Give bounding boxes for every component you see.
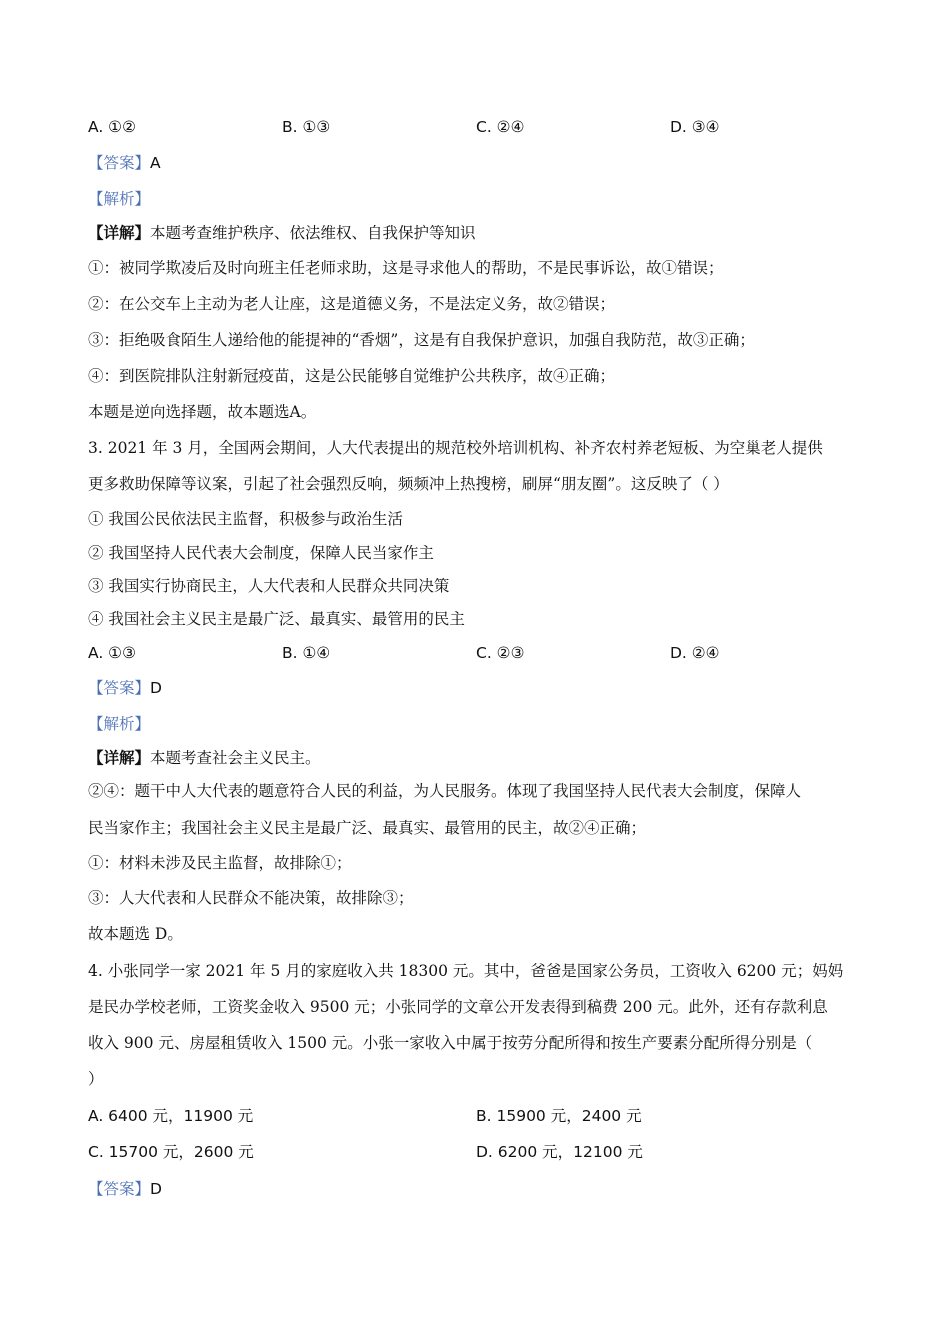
q3-statement: ③ 我国实行协商民主，人大代表和人民群众共同决策 bbox=[88, 577, 450, 595]
analysis-label: 【解析】 bbox=[88, 715, 151, 733]
q3-analysis bbox=[88, 713, 150, 735]
q3-analysis-line: ③：人大代表和人民群众不能决策，故排除③； bbox=[88, 889, 414, 907]
q2-analysis-line: ④：到医院排队注射新冠疫苗，这是公民能够自觉维护公共秩序，故④正确； bbox=[88, 367, 616, 385]
q2-option-c: C. ②④ bbox=[476, 118, 525, 136]
q3-option-b: B. ①④ bbox=[282, 644, 331, 662]
q4-option-c: C. 15700 元，2600 元 bbox=[88, 1143, 254, 1161]
q4-stem-line: ） bbox=[88, 1070, 104, 1088]
q3-option-a: A. ①③ bbox=[88, 644, 136, 662]
q4-stem-line: 4. 小张同学一家 2021 年 5 月的家庭收入共 18300 元。其中，爸爸是国家公务员，工资收入 6200 元；妈妈 bbox=[88, 962, 844, 980]
analysis-label: 【解析】 bbox=[88, 190, 151, 208]
q3-statement: ④ 我国社会主义民主是最广泛、最真实、最管用的民主 bbox=[88, 610, 465, 628]
q2-detail bbox=[88, 222, 476, 244]
q3-statement: ② 我国坚持人民代表大会制度，保障人民当家作主 bbox=[88, 544, 434, 562]
answer-value: D bbox=[150, 679, 162, 697]
q3-analysis-line: ②④：题干中人大代表的题意符合人民的利益，为人民服务。体现了我国坚持人民代表大会制度，保障人 bbox=[88, 782, 802, 800]
q3-analysis-line: ①：材料未涉及民主监督，故排除①； bbox=[88, 854, 352, 872]
q4-stem-line: 收入 900 元、房屋租赁收入 1500 元。小张一家收入中属于按劳分配所得和按生产要素分配所得分别是（ bbox=[88, 1034, 813, 1052]
q3-statement: ① 我国公民依法民主监督，积极参与政治生活 bbox=[88, 510, 403, 528]
answer-label: 【答案】 bbox=[88, 154, 151, 172]
q3-answer bbox=[88, 677, 162, 699]
q2-answer bbox=[88, 152, 161, 174]
q4-answer bbox=[88, 1178, 162, 1200]
q2-analysis-line: ①：被同学欺凌后及时向班主任老师求助，这是寻求他人的帮助，不是民事诉讼，故①错误； bbox=[88, 259, 724, 277]
answer-label: 【答案】 bbox=[88, 1180, 151, 1198]
answer-value: D bbox=[150, 1180, 162, 1198]
q2-option-a: A. ①② bbox=[88, 118, 136, 136]
q2-conclusion: 本题是逆向选择题，故本题选A。 bbox=[88, 403, 317, 421]
q3-stem-line: 3. 2021 年 3 月，全国两会期间，人大代表提出的规范校外培训机构、补齐农村养老短板、为空巢老人提供 bbox=[88, 439, 823, 457]
q3-conclusion: 故本题选 D。 bbox=[88, 925, 183, 943]
q2-analysis bbox=[88, 188, 150, 210]
q4-option-b: B. 15900 元，2400 元 bbox=[476, 1107, 642, 1125]
q3-option-c: C. ②③ bbox=[476, 644, 525, 662]
q4-option-d: D. 6200 元，12100 元 bbox=[476, 1143, 643, 1161]
detail-label: 【详解】 bbox=[88, 223, 151, 242]
q2-option-d: D. ③④ bbox=[670, 118, 720, 136]
q3-option-d: D. ②④ bbox=[670, 644, 720, 662]
answer-value: A bbox=[150, 154, 161, 172]
q3-stem-line: 更多救助保障等议案，引起了社会强烈反响，频频冲上热搜榜，刷屏“朋友圈”。这反映了（ ） bbox=[88, 475, 729, 493]
q4-stem-line: 是民办学校老师，工资奖金收入 9500 元；小张同学的文章公开发表得到稿费 200 元。此外，还有存款利息 bbox=[88, 998, 828, 1016]
q3-analysis-line: 民当家作主；我国社会主义民主是最广泛、最真实、最管用的民主，故②④正确； bbox=[88, 819, 647, 837]
q2-analysis-line: ③：拒绝吸食陌生人递给他的能提神的“香烟”，这是有自我保护意识，加强自我防范，故③正确； bbox=[88, 331, 755, 349]
q2-option-b: B. ①③ bbox=[282, 118, 331, 136]
q3-detail bbox=[88, 747, 321, 769]
q4-option-a: A. 6400 元，11900 元 bbox=[88, 1107, 254, 1125]
detail-text: 本题考查社会主义民主。 bbox=[150, 749, 321, 767]
detail-text: 本题考查维护秩序、依法维权、自我保护等知识 bbox=[150, 224, 476, 242]
detail-label: 【详解】 bbox=[88, 748, 151, 767]
q2-analysis-line: ②：在公交车上主动为老人让座，这是道德义务，不是法定义务，故②错误； bbox=[88, 295, 616, 313]
answer-label: 【答案】 bbox=[88, 679, 151, 697]
